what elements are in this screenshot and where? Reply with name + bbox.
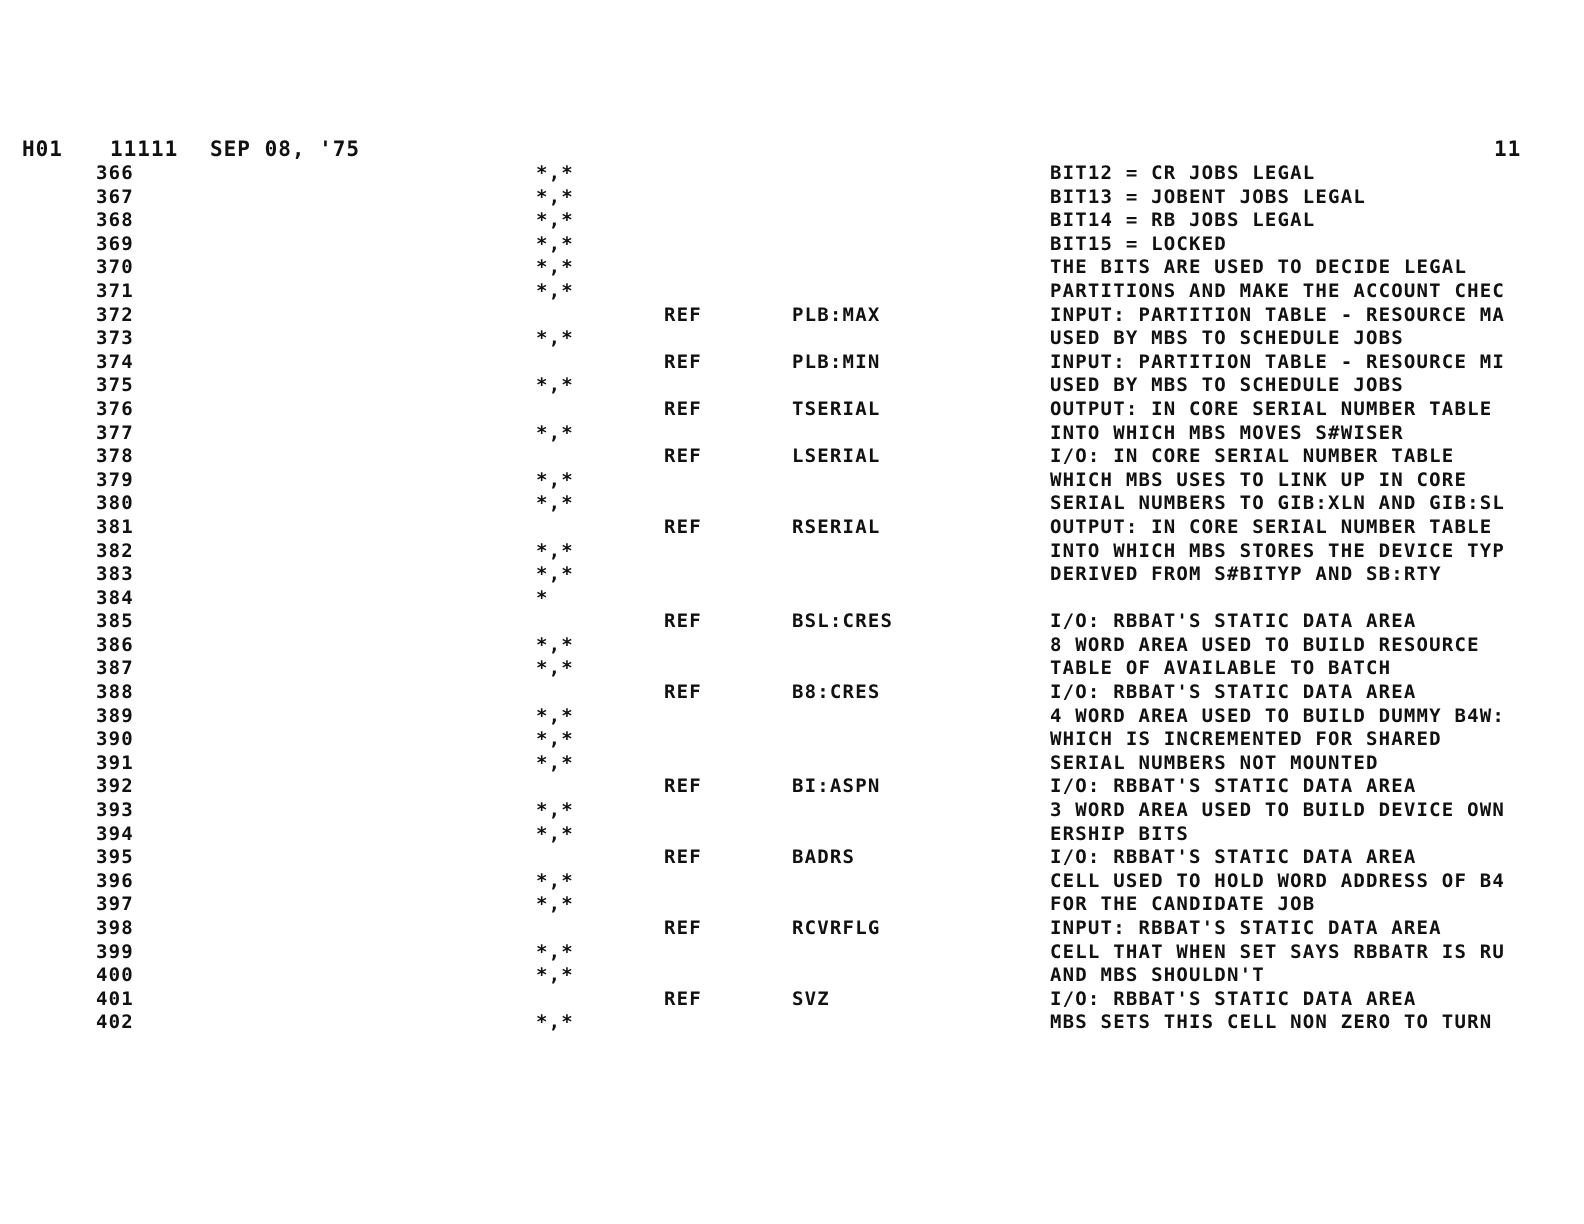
- listing-line: [0, 587, 1584, 611]
- line-number: 382: [96, 539, 134, 562]
- line-comment: BIT14 = RB JOBS LEGAL: [1050, 209, 1316, 232]
- listing-line: [0, 893, 1584, 917]
- opcode: REF: [664, 397, 702, 420]
- comment-marker: *,*: [536, 162, 574, 184]
- line-number: 383: [96, 563, 134, 586]
- listing-line: [0, 775, 1584, 799]
- symbol-name: PLB:MIN: [792, 350, 881, 373]
- opcode: REF: [664, 350, 702, 373]
- line-comment: SERIAL NUMBERS TO GIB:XLN AND GIB:SL: [1050, 492, 1506, 515]
- listing-line: [0, 540, 1584, 564]
- line-comment: BIT13 = JOBENT JOBS LEGAL: [1050, 185, 1366, 208]
- listing-line: [0, 870, 1584, 894]
- line-comment: I/O: RBBAT'S STATIC DATA AREA: [1050, 775, 1417, 798]
- listing-line: [0, 374, 1584, 398]
- opcode: REF: [664, 681, 702, 704]
- line-number: 379: [96, 468, 134, 491]
- line-number: 372: [96, 303, 134, 326]
- listing-line: [0, 422, 1584, 446]
- line-number: 391: [96, 751, 134, 774]
- comment-marker: *: [536, 586, 549, 609]
- listing-line: [0, 799, 1584, 823]
- symbol-name: B8:CRES: [792, 681, 881, 704]
- comment-marker: *,*: [536, 209, 574, 232]
- listing-line: [0, 327, 1584, 351]
- line-comment: INPUT: PARTITION TABLE - RESOURCE MA: [1050, 303, 1506, 326]
- line-number: 373: [96, 327, 134, 350]
- opcode: REF: [664, 917, 702, 939]
- listing-line: [0, 469, 1584, 493]
- comment-marker: *,*: [536, 822, 574, 845]
- comment-marker: *,*: [536, 893, 574, 916]
- comment-marker: *,*: [536, 539, 574, 562]
- listing-line: [0, 233, 1584, 257]
- listing-line: [0, 351, 1584, 375]
- listing-line: [0, 988, 1584, 1012]
- line-comment: INPUT: RBBAT'S STATIC DATA AREA: [1050, 917, 1442, 939]
- line-comment: I/O: RBBAT'S STATIC DATA AREA: [1050, 987, 1417, 1010]
- line-number: 399: [96, 940, 134, 963]
- line-number: 374: [96, 350, 134, 373]
- listing-line: [0, 610, 1584, 634]
- line-comment: INTO WHICH MBS STORES THE DEVICE TYP: [1050, 539, 1506, 562]
- line-number: 395: [96, 846, 134, 869]
- line-number: 402: [96, 1011, 134, 1034]
- line-comment: AND MBS SHOULDN'T: [1050, 964, 1265, 987]
- comment-marker: *,*: [536, 1011, 574, 1034]
- line-number: 370: [96, 256, 134, 279]
- line-number: 400: [96, 964, 134, 987]
- listing-line: [0, 728, 1584, 752]
- opcode: REF: [664, 445, 702, 468]
- line-comment: DERIVED FROM S#BITYP AND SB:RTY: [1050, 563, 1442, 586]
- line-number: 397: [96, 893, 134, 916]
- symbol-name: BSL:CRES: [792, 610, 894, 633]
- listing-line: [0, 823, 1584, 847]
- line-number: 385: [96, 610, 134, 633]
- line-number: 386: [96, 633, 134, 656]
- line-number: 387: [96, 657, 134, 680]
- comment-marker: *,*: [536, 563, 574, 586]
- listing-line: [0, 256, 1584, 280]
- listing-line: [0, 563, 1584, 587]
- comment-marker: *,*: [536, 279, 574, 302]
- line-comment: 4 WORD AREA USED TO BUILD DUMMY B4W:: [1050, 704, 1506, 727]
- symbol-name: BI:ASPN: [792, 775, 881, 798]
- listing-line: [0, 280, 1584, 304]
- line-comment: THE BITS ARE USED TO DECIDE LEGAL: [1050, 256, 1468, 279]
- line-number: 377: [96, 421, 134, 444]
- line-comment: I/O: RBBAT'S STATIC DATA AREA: [1050, 846, 1417, 869]
- listing-line: [0, 846, 1584, 870]
- line-comment: SERIAL NUMBERS NOT MOUNTED: [1050, 751, 1379, 774]
- line-number: 375: [96, 374, 134, 397]
- symbol-name: BADRS: [792, 846, 856, 869]
- comment-marker: *,*: [536, 869, 574, 892]
- line-number: 384: [96, 586, 134, 609]
- line-comment: CELL THAT WHEN SET SAYS RBBATR IS RU: [1050, 940, 1506, 963]
- line-comment: FOR THE CANDIDATE JOB: [1050, 893, 1316, 916]
- comment-marker: *,*: [536, 492, 574, 515]
- line-number: 367: [96, 185, 134, 208]
- line-comment: MBS SETS THIS CELL NON ZERO TO TURN: [1050, 1011, 1493, 1034]
- comment-marker: *,*: [536, 657, 574, 680]
- listing-line: [0, 941, 1584, 965]
- line-comment: USED BY MBS TO SCHEDULE JOBS: [1050, 374, 1404, 397]
- listing-line: [0, 705, 1584, 729]
- listing-line: [0, 1011, 1584, 1035]
- comment-marker: *,*: [536, 374, 574, 397]
- comment-marker: *,*: [536, 964, 574, 987]
- line-comment: 8 WORD AREA USED TO BUILD RESOURCE: [1050, 633, 1480, 656]
- line-number: 369: [96, 232, 134, 255]
- line-number: 368: [96, 209, 134, 232]
- opcode: REF: [664, 303, 702, 326]
- page-number: 11: [1494, 137, 1522, 161]
- line-number: 380: [96, 492, 134, 515]
- line-comment: I/O: IN CORE SERIAL NUMBER TABLE: [1050, 445, 1455, 468]
- line-number: 376: [96, 397, 134, 420]
- line-number: 393: [96, 799, 134, 822]
- listing-line: [0, 516, 1584, 540]
- comment-marker: *,*: [536, 799, 574, 822]
- comment-marker: *,*: [536, 728, 574, 751]
- listing-line: [0, 398, 1584, 422]
- line-number: 371: [96, 279, 134, 302]
- line-number: 401: [96, 987, 134, 1010]
- listing-line: [0, 657, 1584, 681]
- line-number: 390: [96, 728, 134, 751]
- line-comment: BIT15 = LOCKED: [1050, 232, 1227, 255]
- line-comment: USED BY MBS TO SCHEDULE JOBS: [1050, 327, 1404, 350]
- listing-line: [0, 186, 1584, 210]
- line-number: 389: [96, 704, 134, 727]
- listing-line: [0, 917, 1584, 941]
- line-comment: WHICH IS INCREMENTED FOR SHARED: [1050, 728, 1442, 751]
- line-comment: BIT12 = CR JOBS LEGAL: [1050, 162, 1316, 184]
- line-comment: CELL USED TO HOLD WORD ADDRESS OF B4: [1050, 869, 1506, 892]
- page-header: [0, 137, 1584, 163]
- comment-marker: *,*: [536, 751, 574, 774]
- line-number: 388: [96, 681, 134, 704]
- line-comment: ERSHIP BITS: [1050, 822, 1190, 845]
- comment-marker: *,*: [536, 256, 574, 279]
- listing-line: [0, 681, 1584, 705]
- listing-line: [0, 162, 1584, 186]
- listing-time: 11111: [110, 137, 179, 161]
- line-comment: OUTPUT: IN CORE SERIAL NUMBER TABLE: [1050, 397, 1493, 420]
- line-number: 381: [96, 515, 134, 538]
- opcode: REF: [664, 515, 702, 538]
- line-number: 378: [96, 445, 134, 468]
- line-comment: PARTITIONS AND MAKE THE ACCOUNT CHEC: [1050, 279, 1506, 302]
- symbol-name: PLB:MAX: [792, 303, 881, 326]
- line-number: 366: [96, 162, 134, 184]
- opcode: REF: [664, 610, 702, 633]
- line-comment: INPUT: PARTITION TABLE - RESOURCE MI: [1050, 350, 1506, 373]
- listing-id: H01: [22, 137, 63, 161]
- line-comment: WHICH MBS USES TO LINK UP IN CORE: [1050, 468, 1468, 491]
- listing-line: [0, 634, 1584, 658]
- listing-line: [0, 209, 1584, 233]
- line-number: 396: [96, 869, 134, 892]
- opcode: REF: [664, 775, 702, 798]
- line-comment: I/O: RBBAT'S STATIC DATA AREA: [1050, 681, 1417, 704]
- symbol-name: RSERIAL: [792, 515, 881, 538]
- line-number: 392: [96, 775, 134, 798]
- comment-marker: *,*: [536, 468, 574, 491]
- symbol-name: SVZ: [792, 987, 830, 1010]
- comment-marker: *,*: [536, 704, 574, 727]
- line-number: 398: [96, 917, 134, 939]
- symbol-name: LSERIAL: [792, 445, 881, 468]
- line-comment: I/O: RBBAT'S STATIC DATA AREA: [1050, 610, 1417, 633]
- symbol-name: RCVRFLG: [792, 917, 881, 939]
- listing-line: [0, 492, 1584, 516]
- listing-date: SEP 08, '75: [210, 137, 361, 161]
- comment-marker: *,*: [536, 633, 574, 656]
- comment-marker: *,*: [536, 940, 574, 963]
- opcode: REF: [664, 846, 702, 869]
- symbol-name: TSERIAL: [792, 397, 881, 420]
- line-comment: TABLE OF AVAILABLE TO BATCH: [1050, 657, 1392, 680]
- line-comment: OUTPUT: IN CORE SERIAL NUMBER TABLE: [1050, 515, 1493, 538]
- listing-line: [0, 964, 1584, 988]
- comment-marker: *,*: [536, 421, 574, 444]
- listing-line: [0, 752, 1584, 776]
- listing-line: [0, 445, 1584, 469]
- comment-marker: *,*: [536, 185, 574, 208]
- line-comment: INTO WHICH MBS MOVES S#WISER: [1050, 421, 1404, 444]
- line-comment: 3 WORD AREA USED TO BUILD DEVICE OWN: [1050, 799, 1506, 822]
- line-number: 394: [96, 822, 134, 845]
- comment-marker: *,*: [536, 327, 574, 350]
- opcode: REF: [664, 987, 702, 1010]
- listing-line: [0, 304, 1584, 328]
- code-listing: [0, 162, 1584, 1035]
- comment-marker: *,*: [536, 232, 574, 255]
